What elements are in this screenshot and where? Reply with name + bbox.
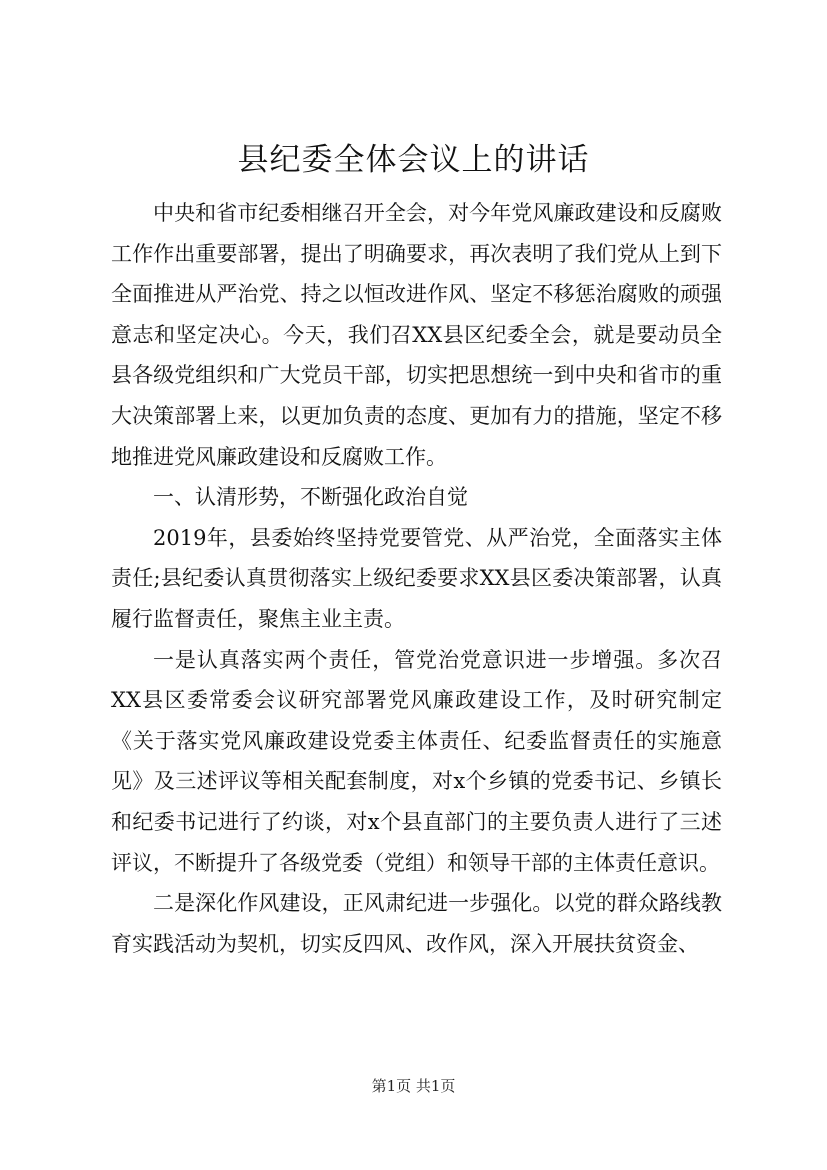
paragraph-intro: 中央和省市纪委相继召开全会，对今年党风廉政建设和反腐败工作作出重要部署，提出了明确要求，再次表明了我们党从上到下全面推进从严治党、持之以恒改进作风、坚定不移惩治腐败的顽强意志和坚定决心。今天，我们召XX县区纪委全会，就是要动员全县各级党组织和广大党员干部，切实把思想统一到中央和省市的重大决策部署上来，以更加负责的态度、更加有力的措施，坚定不移地推进党风廉政建设和反腐败工作。 — [111, 201, 722, 469]
paragraph-point-two: 二是深化作风建设，正风肃纪进一步强化。以党的群众路线教育实践活动为契机，切实反四风、改作风，深入开展扶贫资金、 — [111, 891, 722, 956]
document-body — [111, 193, 722, 964]
paragraph-2019-summary: 2019年，县委始终坚持党要管党、从严治党，全面落实主体责任;县纪委认真贯彻落实上级纪委要求XX县区委决策部署，认真履行监督责任，聚焦主业主责。 — [111, 525, 722, 631]
section-heading-1: 一、认清形势，不断强化政治自觉 — [153, 485, 468, 510]
document-title: 县纪委全体会议上的讲话 — [237, 142, 590, 178]
paragraph-point-one: 一是认真落实两个责任，管党治党意识进一步增强。多次召XX县区委常委会议研究部署党风廉政建设工作，及时研究制定《关于落实党风廉政建设党委主体责任、纪委监督责任的实施意见》及三述评议等相关配套制度，对x个乡镇的党委书记、乡镇长和纪委书记进行了约谈，对x个县直部门的主要负责人进行了三述评议，不断提升了各级党委（党组）和领导干部的主体责任意识。 — [111, 647, 722, 875]
page-footer: 第1页 共1页 — [371, 1077, 456, 1095]
